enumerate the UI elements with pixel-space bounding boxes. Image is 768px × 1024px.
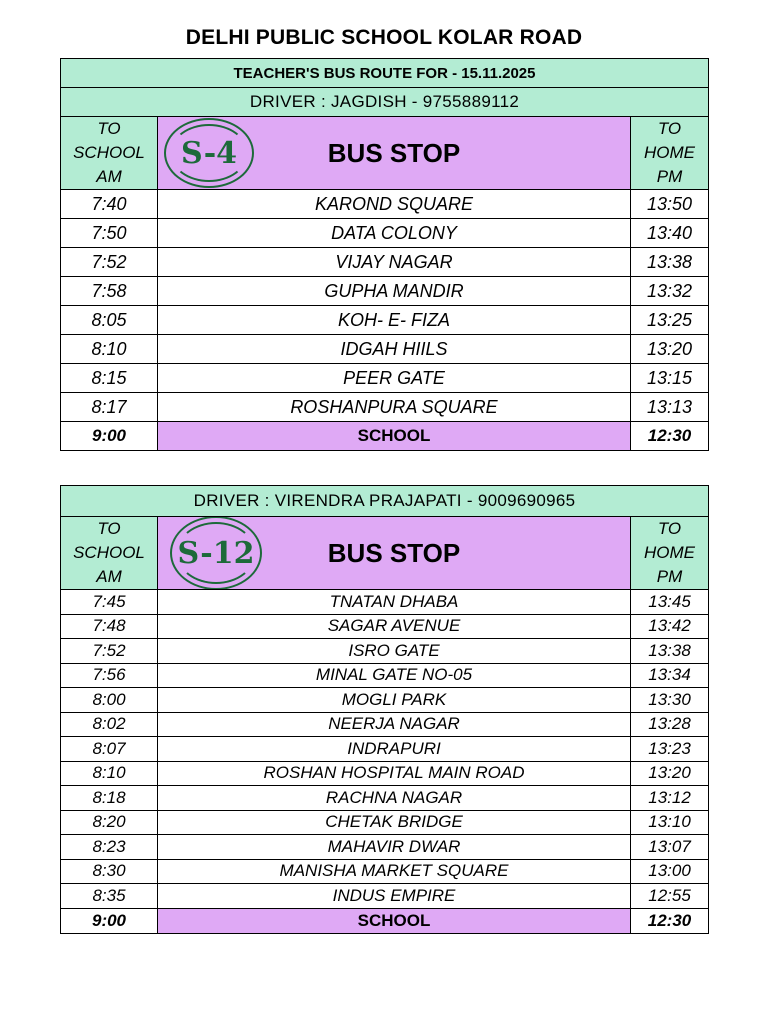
to-home-header (631, 117, 709, 190)
page-title: DELHI PUBLIC SCHOOL KOLAR ROAD (185, 26, 583, 49)
stop-row (61, 688, 709, 713)
route-heading: TEACHER'S BUS ROUTE FOR - 15.11.2025 (61, 59, 709, 88)
route-table-s12 (60, 485, 709, 934)
stop-name: MINAL GATE NO-05 (158, 663, 631, 688)
to-home-line2: HOME (644, 543, 695, 562)
pm-time: 13:13 (631, 393, 709, 422)
stop-name: MOGLI PARK (158, 688, 631, 713)
school-pm-time: 12:30 (631, 422, 709, 451)
stop-name: DATA COLONY (158, 219, 631, 248)
to-home-line3: PM (656, 167, 683, 186)
stop-name: RACHNA NAGAR (158, 786, 631, 811)
stop-name: PEER GATE (158, 364, 631, 393)
stop-row (61, 277, 709, 306)
bus-stop-label: BUS STOP (327, 537, 461, 568)
route-table-s4 (60, 58, 709, 451)
pm-time: 13:07 (631, 835, 709, 860)
am-time: 8:30 (61, 859, 158, 884)
am-time: 8:18 (61, 786, 158, 811)
stop-row (61, 590, 709, 615)
pm-time: 13:10 (631, 810, 709, 835)
stop-name: ROSHANPURA SQUARE (158, 393, 631, 422)
pm-time: 13:15 (631, 364, 709, 393)
school-pm-time: 12:30 (631, 908, 709, 933)
stop-row (61, 364, 709, 393)
pm-time: 13:25 (631, 306, 709, 335)
pm-time: 13:20 (631, 761, 709, 786)
to-school-header (61, 117, 158, 190)
stop-name: IDGAH HIILS (158, 335, 631, 364)
to-home-line3: PM (656, 567, 683, 586)
stop-name: ISRO GATE (158, 639, 631, 664)
to-school-line3: AM (96, 567, 122, 586)
am-time: 8:10 (61, 335, 158, 364)
stop-row (61, 306, 709, 335)
school-am-time: 9:00 (61, 908, 158, 933)
stop-name: NEERJA NAGAR (158, 712, 631, 737)
stop-row (61, 810, 709, 835)
pm-time: 12:55 (631, 884, 709, 909)
stop-name: TNATAN DHABA (158, 590, 631, 615)
stop-name: SAGAR AVENUE (158, 614, 631, 639)
stop-row (61, 219, 709, 248)
school-stop: SCHOOL (158, 422, 631, 451)
stop-name: INDUS EMPIRE (158, 884, 631, 909)
stop-name: CHETAK BRIDGE (158, 810, 631, 835)
route-number-badge (164, 118, 254, 188)
stop-name: MANISHA MARKET SQUARE (158, 859, 631, 884)
pm-time: 13:30 (631, 688, 709, 713)
am-time: 7:52 (61, 639, 158, 664)
to-home-line1: TO (657, 519, 682, 538)
stop-row (61, 835, 709, 860)
am-time: 8:23 (61, 835, 158, 860)
stop-row (61, 639, 709, 664)
pm-time: 13:23 (631, 737, 709, 762)
stop-name: INDRAPURI (158, 737, 631, 762)
stop-row (61, 335, 709, 364)
to-school-line1: TO (97, 519, 121, 538)
pm-time: 13:50 (631, 190, 709, 219)
school-am-time: 9:00 (61, 422, 158, 451)
to-school-line2: SCHOOL (73, 543, 145, 562)
am-time: 7:52 (61, 248, 158, 277)
stop-name: KOH- E- FIZA (158, 306, 631, 335)
stop-row (61, 663, 709, 688)
driver-info: DRIVER : VIRENDRA PRAJAPATI - 9009690965 (61, 486, 709, 517)
am-time: 8:07 (61, 737, 158, 762)
stop-name: VIJAY NAGAR (158, 248, 631, 277)
to-school-line2: SCHOOL (73, 143, 145, 162)
bus-stop-label: BUS STOP (327, 137, 461, 168)
stop-row (61, 248, 709, 277)
stop-row (61, 786, 709, 811)
pm-time: 13:28 (631, 712, 709, 737)
to-home-header (631, 517, 709, 590)
am-time: 8:20 (61, 810, 158, 835)
pm-time: 13:00 (631, 859, 709, 884)
to-school-line1: TO (97, 119, 121, 138)
stop-row (61, 859, 709, 884)
am-time: 8:05 (61, 306, 158, 335)
am-time: 7:50 (61, 219, 158, 248)
stop-row (61, 712, 709, 737)
am-time: 7:48 (61, 614, 158, 639)
stop-row (61, 884, 709, 909)
route-number: S-4 (180, 135, 238, 171)
am-time: 7:40 (61, 190, 158, 219)
stop-name: MAHAVIR DWAR (158, 835, 631, 860)
stop-row (61, 761, 709, 786)
route-number: S-12 (177, 535, 255, 571)
stop-row (61, 190, 709, 219)
stop-name: GUPHA MANDIR (158, 277, 631, 306)
bus-stop-header (158, 117, 631, 190)
am-time: 8:00 (61, 688, 158, 713)
pm-time: 13:34 (631, 663, 709, 688)
pm-time: 13:42 (631, 614, 709, 639)
school-stop: SCHOOL (158, 908, 631, 933)
to-school-line3: AM (96, 167, 122, 186)
to-home-line1: TO (657, 119, 682, 138)
driver-info: DRIVER : JAGDISH - 9755889112 (61, 88, 709, 117)
pm-time: 13:20 (631, 335, 709, 364)
stop-row (61, 393, 709, 422)
am-time: 8:35 (61, 884, 158, 909)
stop-name: KAROND SQUARE (158, 190, 631, 219)
pm-time: 13:38 (631, 639, 709, 664)
am-time: 8:02 (61, 712, 158, 737)
pm-time: 13:38 (631, 248, 709, 277)
stop-name: ROSHAN HOSPITAL MAIN ROAD (158, 761, 631, 786)
to-school-header (61, 517, 158, 590)
am-time: 8:17 (61, 393, 158, 422)
pm-time: 13:12 (631, 786, 709, 811)
route-number-badge (170, 517, 262, 590)
am-time: 7:58 (61, 277, 158, 306)
to-home-line2: HOME (644, 143, 695, 162)
am-time: 8:15 (61, 364, 158, 393)
bus-stop-header (158, 517, 631, 590)
am-time: 7:45 (61, 590, 158, 615)
pm-time: 13:40 (631, 219, 709, 248)
am-time: 8:10 (61, 761, 158, 786)
stop-row (61, 737, 709, 762)
pm-time: 13:45 (631, 590, 709, 615)
stop-row (61, 614, 709, 639)
am-time: 7:56 (61, 663, 158, 688)
pm-time: 13:32 (631, 277, 709, 306)
